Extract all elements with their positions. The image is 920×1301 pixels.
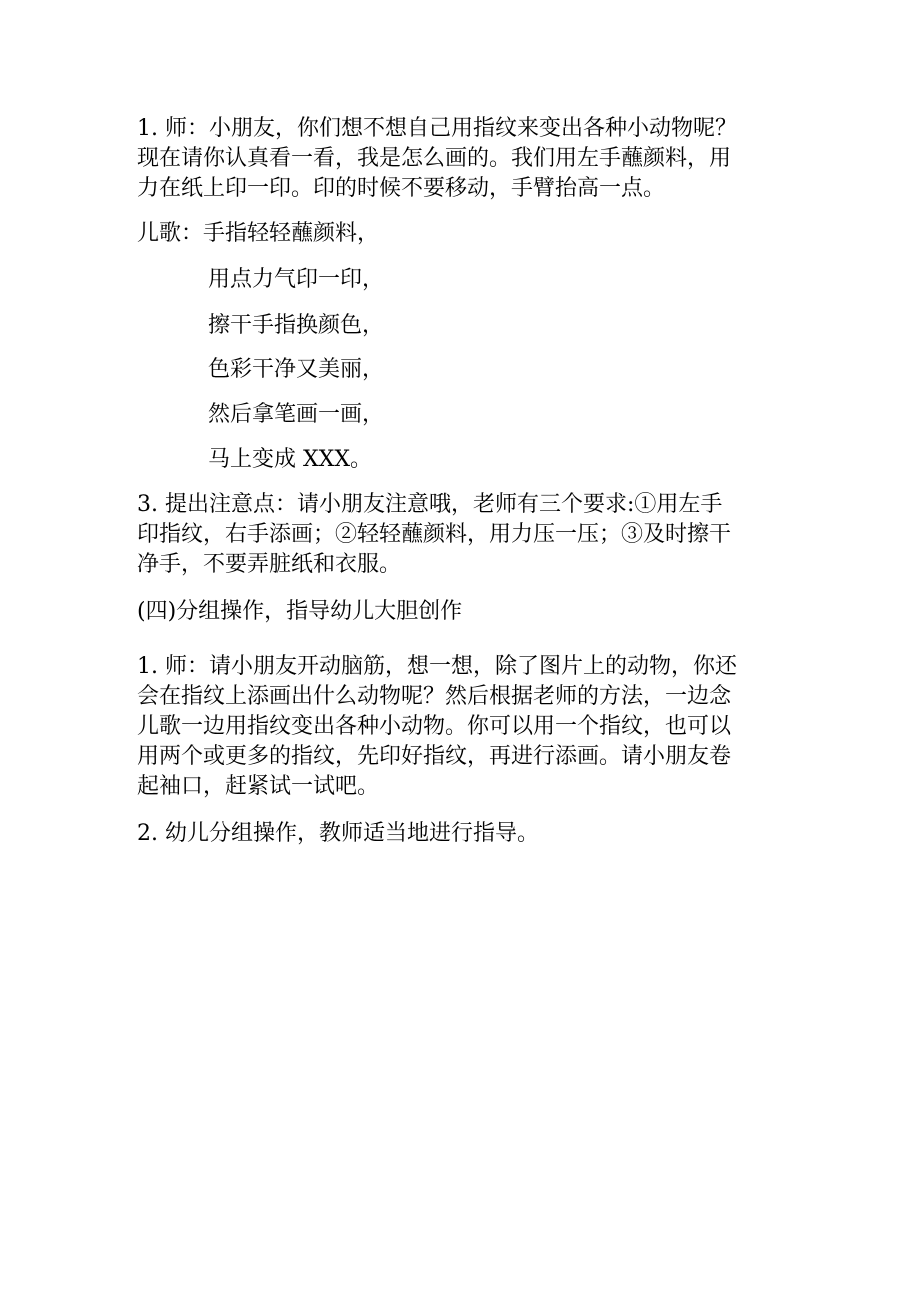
song-line: [208, 311, 848, 341]
text-line: 然后拿笔画一画，: [208, 402, 385, 427]
text-line: 印指纹，右手添画；②轻轻蘸颜料，用力压一压；③及时擦干: [137, 522, 732, 547]
text-line: (四)分组操作，指导幼儿大胆创作: [137, 599, 463, 624]
song-line: [208, 355, 848, 385]
text-line: 2. 幼儿分组操作，教师适当地进行指导。: [137, 821, 539, 846]
text-line: 现在请你认真看一看，我是怎么画的。我们用左手蘸颜料，用: [137, 146, 732, 171]
text-line: 用两个或更多的指纹，先印好指纹，再进行添画。请小朋友卷: [137, 744, 732, 769]
paragraph-requirements: [137, 490, 777, 580]
text-line: 儿歌：手指轻轻蘸颜料，: [137, 221, 380, 246]
text-line: 1. 师：请小朋友开动脑筋，想一想，除了图片上的动物，你还: [137, 654, 737, 679]
song-line: [208, 400, 848, 430]
text-line: 用点力气印一印，: [208, 267, 385, 292]
text-line: 色彩干净又美丽，: [208, 357, 385, 382]
song-line: [208, 265, 848, 295]
text-line: 力在纸上印一印。印的时候不要移动，手臂抬高一点。: [137, 176, 666, 201]
text-line: 3. 提出注意点：请小朋友注意哦，老师有三个要求:①用左手: [137, 492, 723, 517]
text-line: 会在指纹上添画出什么动物呢？然后根据老师的方法，一边念: [137, 684, 732, 709]
text-line: 起袖口，赶紧试一试吧。: [137, 774, 380, 799]
text-line: 1. 师：小朋友，你们想不想自己用指纹来变出各种小动物呢？: [137, 116, 737, 141]
section-heading: [137, 597, 777, 627]
text-line: 净手，不要弄脏纸和衣服。: [137, 552, 402, 577]
paragraph-teacher-demo: [137, 114, 777, 204]
paragraph-guidance: [137, 819, 777, 849]
text-line: 马上变成 XXX。: [208, 447, 372, 472]
paragraph-group-activity: [137, 652, 777, 802]
text-line: 儿歌一边用指纹变出各种小动物。你可以用一个指纹，也可以: [137, 714, 732, 739]
song-line: [208, 445, 848, 475]
text-line: 擦干手指换颜色，: [208, 313, 385, 338]
song-intro-line: [137, 219, 777, 249]
